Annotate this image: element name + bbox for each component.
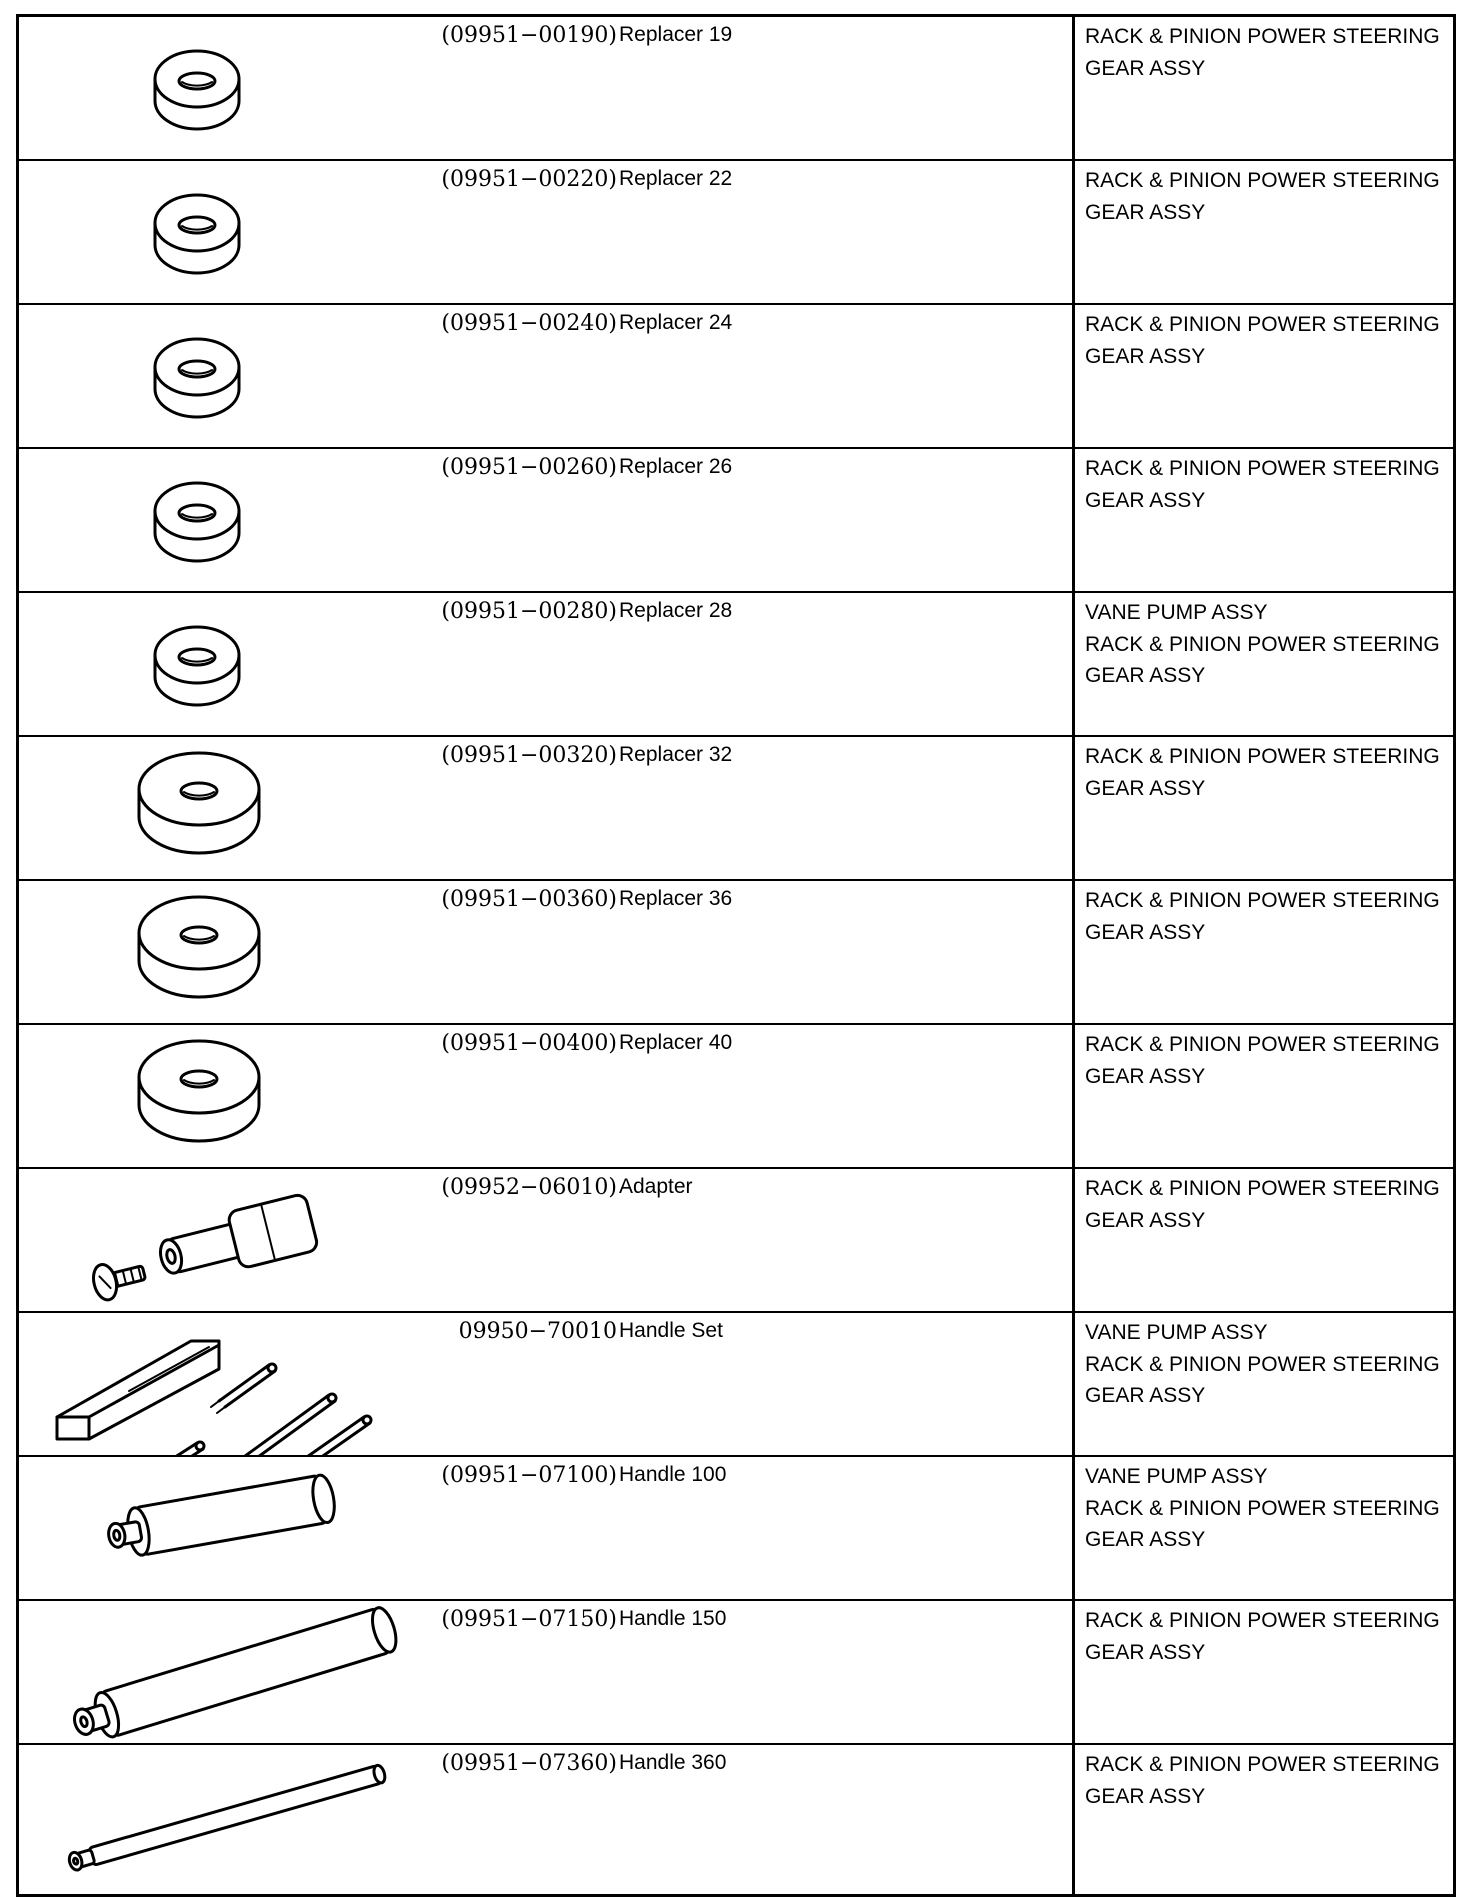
replacer-large-icon	[19, 881, 439, 1025]
table-row	[19, 449, 1453, 593]
part-number: 09950−70010	[458, 1319, 617, 1344]
usage-line: GEAR ASSY	[1085, 776, 1206, 800]
part-number: (09951−00190)	[441, 23, 617, 48]
part-number: (09951−00360)	[441, 887, 617, 912]
table-row	[19, 1313, 1453, 1457]
replacer-small-icon	[19, 305, 439, 449]
usage-line: GEAR ASSY	[1085, 1384, 1206, 1407]
usage-cell	[1072, 1025, 1456, 1167]
tool-name: Handle 150	[619, 1607, 727, 1630]
usage-cell	[1072, 881, 1456, 1023]
table-row	[19, 1745, 1453, 1894]
usage-line: RACK & PINION POWER STEERING	[1085, 1033, 1440, 1056]
usage-cell	[1072, 1313, 1456, 1455]
usage-line: RACK & PINION POWER STEERING	[1085, 169, 1440, 192]
tool-name: Replacer 32	[619, 743, 733, 766]
usage-line: VANE PUMP ASSY	[1085, 1465, 1268, 1488]
part-number: (09952−06010)	[441, 1175, 617, 1200]
handle-100-icon	[19, 1457, 439, 1601]
table-row	[19, 1169, 1453, 1313]
usage-line: RACK & PINION POWER STEERING	[1085, 457, 1440, 480]
usage-cell	[1072, 449, 1456, 591]
part-number: (09951−00400)	[441, 1031, 617, 1056]
usage-line: GEAR ASSY	[1085, 1064, 1206, 1088]
tool-illustration	[19, 1313, 439, 1455]
usage-line: GEAR ASSY	[1085, 1784, 1206, 1808]
replacer-large-icon	[19, 737, 439, 881]
tool-name: Handle 360	[619, 1751, 727, 1774]
sst-table	[16, 14, 1456, 1897]
tool-illustration	[19, 17, 439, 159]
tool-illustration	[19, 449, 439, 591]
replacer-small-icon	[19, 161, 439, 305]
tool-name: Replacer 36	[619, 887, 733, 910]
usage-line: RACK & PINION POWER STEERING	[1085, 25, 1440, 48]
replacer-small-icon	[19, 593, 439, 737]
tool-name: Replacer 26	[619, 455, 733, 478]
usage-cell	[1072, 1457, 1456, 1599]
usage-cell	[1072, 1745, 1456, 1894]
usage-cell	[1072, 305, 1456, 447]
usage-line: RACK & PINION POWER STEERING	[1085, 1352, 1440, 1376]
usage-line: GEAR ASSY	[1085, 200, 1206, 224]
tool-name: Handle Set	[619, 1319, 723, 1342]
table-row	[19, 1457, 1453, 1601]
handle-150-icon	[19, 1601, 439, 1745]
table-row	[19, 737, 1453, 881]
tool-name: Replacer 40	[619, 1031, 733, 1054]
usage-line: GEAR ASSY	[1085, 1640, 1206, 1664]
table-row	[19, 161, 1453, 305]
usage-line: GEAR ASSY	[1085, 920, 1206, 944]
usage-line: GEAR ASSY	[1085, 1208, 1206, 1232]
tool-name: Replacer 19	[619, 23, 733, 46]
tool-illustration	[19, 1745, 439, 1894]
usage-line: VANE PUMP ASSY	[1085, 1321, 1268, 1344]
usage-cell	[1072, 1601, 1456, 1743]
tool-illustration	[19, 1457, 439, 1599]
tool-illustration	[19, 737, 439, 879]
tool-name: Replacer 28	[619, 599, 733, 622]
usage-cell	[1072, 17, 1456, 159]
part-number: (09951−00240)	[441, 311, 617, 336]
tool-illustration	[19, 1169, 439, 1311]
tool-name: Handle 100	[619, 1463, 727, 1486]
part-number: (09951−00220)	[441, 167, 617, 192]
usage-cell	[1072, 1169, 1456, 1311]
tool-illustration	[19, 881, 439, 1023]
part-number: (09951−07100)	[441, 1463, 617, 1488]
usage-cell	[1072, 161, 1456, 303]
usage-line: RACK & PINION POWER STEERING	[1085, 313, 1440, 336]
tool-illustration	[19, 1601, 439, 1743]
tool-illustration	[19, 161, 439, 303]
adapter-icon	[19, 1169, 439, 1313]
usage-line: RACK & PINION POWER STEERING	[1085, 1609, 1440, 1632]
tool-name: Replacer 24	[619, 311, 733, 334]
tool-illustration	[19, 305, 439, 447]
part-number: (09951−00280)	[441, 599, 617, 624]
usage-line: RACK & PINION POWER STEERING	[1085, 1753, 1440, 1776]
usage-cell	[1072, 737, 1456, 879]
usage-line: RACK & PINION POWER STEERING	[1085, 632, 1440, 656]
usage-line: GEAR ASSY	[1085, 664, 1206, 687]
part-number: (09951−07360)	[441, 1751, 617, 1776]
usage-line: RACK & PINION POWER STEERING	[1085, 1496, 1440, 1520]
part-number: (09951−00260)	[441, 455, 617, 480]
tool-illustration	[19, 1025, 439, 1167]
part-number: (09951−00320)	[441, 743, 617, 768]
usage-line: GEAR ASSY	[1085, 344, 1206, 368]
replacer-small-icon	[19, 449, 439, 593]
usage-line: VANE PUMP ASSY	[1085, 601, 1268, 624]
table-row	[19, 593, 1453, 737]
table-row	[19, 305, 1453, 449]
tool-name: Replacer 22	[619, 167, 733, 190]
part-number: (09951−07150)	[441, 1607, 617, 1632]
table-row	[19, 17, 1453, 161]
handle-set-icon	[19, 1313, 439, 1457]
table-row	[19, 881, 1453, 1025]
replacer-large-icon	[19, 1025, 439, 1169]
usage-line: RACK & PINION POWER STEERING	[1085, 1177, 1440, 1200]
usage-line: GEAR ASSY	[1085, 1528, 1206, 1551]
table-row	[19, 1601, 1453, 1745]
usage-cell	[1072, 593, 1456, 735]
usage-line: GEAR ASSY	[1085, 488, 1206, 512]
usage-line: RACK & PINION POWER STEERING	[1085, 889, 1440, 912]
tool-illustration	[19, 593, 439, 735]
usage-line: GEAR ASSY	[1085, 56, 1206, 80]
usage-line: RACK & PINION POWER STEERING	[1085, 745, 1440, 768]
tool-name: Adapter	[619, 1175, 693, 1198]
replacer-small-icon	[19, 17, 439, 161]
table-row	[19, 1025, 1453, 1169]
handle-360-icon	[19, 1745, 439, 1889]
